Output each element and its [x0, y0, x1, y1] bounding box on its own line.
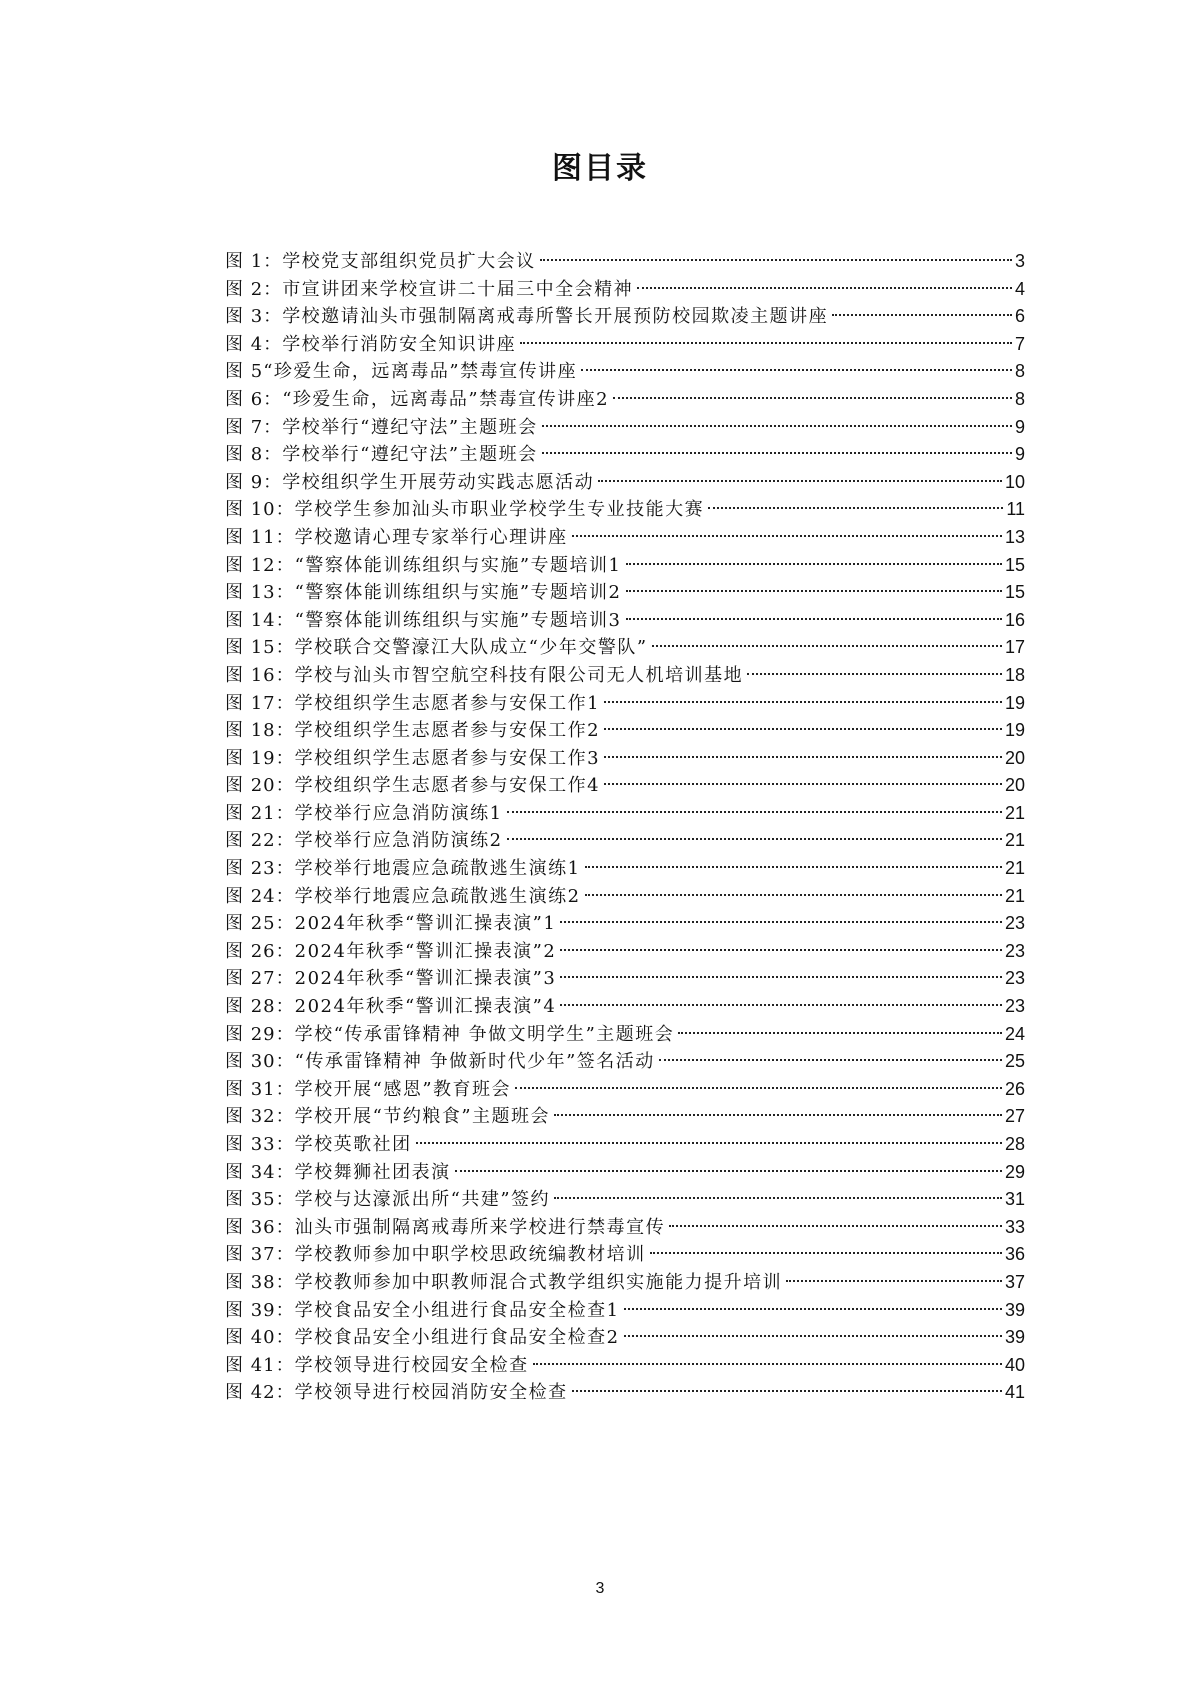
- toc-entry-page-number[interactable]: 25: [1004, 1051, 1025, 1072]
- toc-dot-leader: [572, 1390, 1002, 1392]
- toc-entry-title[interactable]: 学校领导进行校园安全检查: [294, 1354, 529, 1376]
- toc-entry-label: 图 1：: [225, 251, 283, 272]
- toc-entry-title[interactable]: 2024年秋季“警训汇操表演”2: [294, 940, 557, 962]
- toc-entry-label: 图 30：: [225, 1051, 295, 1073]
- toc-entry[interactable]: [225, 1269, 1025, 1297]
- toc-entry-label: 图 5: [225, 361, 264, 383]
- toc-entry[interactable]: [225, 607, 1025, 635]
- toc-entry-label: 图 39：: [225, 1299, 295, 1321]
- toc-entry-page-number[interactable]: 13: [1004, 526, 1025, 547]
- toc-entry-page-number[interactable]: 8: [1014, 361, 1025, 382]
- toc-entry-title[interactable]: 学校英歌社团: [294, 1134, 412, 1155]
- toc-dot-leader: [624, 1335, 1002, 1337]
- toc-entry-title[interactable]: “警察体能训练组织与实施”专题培训1: [294, 554, 622, 576]
- toc-entry-title[interactable]: 学校举行应急消防演练2: [294, 830, 503, 852]
- toc-entry-title[interactable]: 2024年秋季“警训汇操表演”4: [294, 996, 557, 1018]
- toc-entry-title[interactable]: “警察体能训练组织与实施”专题培训2: [294, 582, 622, 604]
- toc-entry[interactable]: [225, 1103, 1025, 1131]
- toc-entry[interactable]: [225, 441, 1025, 469]
- toc-entry-label: 图 17：: [225, 692, 295, 714]
- toc-dot-leader: [669, 1225, 1002, 1227]
- toc-entry-title[interactable]: 学校食品安全小组进行食品安全检查2: [294, 1327, 620, 1349]
- page-title: 图目录: [552, 151, 648, 186]
- toc-entry-page-number[interactable]: 41: [1004, 1382, 1025, 1403]
- toc-entry-title[interactable]: 学校组织学生志愿者参与安保工作1: [294, 692, 601, 714]
- toc-entry-label: 图 20：: [225, 775, 295, 797]
- toc-entry-title[interactable]: 学校“传承雷锋精神 争做文明学生”主题班会: [294, 1023, 675, 1045]
- toc-entry-page-number[interactable]: 37: [1004, 1271, 1025, 1292]
- toc-entry-title[interactable]: “警察体能训练组织与实施”专题培训3: [294, 609, 622, 631]
- toc-dot-leader: [650, 1252, 1002, 1254]
- toc-entry-label: 图 19：: [225, 747, 295, 769]
- toc-entry-label: 图 18：: [225, 720, 295, 742]
- toc-dot-leader: [585, 866, 1002, 868]
- toc-entry-label: 图 27：: [225, 968, 295, 990]
- toc-entry-page-number[interactable]: 15: [1004, 582, 1025, 603]
- toc-entry-title[interactable]: 学校举行消防安全知识讲座: [282, 333, 517, 355]
- toc-dot-leader: [581, 369, 1012, 371]
- toc-entry-label: 图 40：: [225, 1327, 295, 1349]
- toc-entry-page-number[interactable]: 16: [1004, 609, 1025, 630]
- toc-entry[interactable]: [225, 855, 1025, 883]
- toc-dot-leader: [708, 507, 1003, 509]
- toc-entry-label: 图 34：: [225, 1161, 295, 1183]
- toc-entry[interactable]: [225, 910, 1025, 938]
- toc-entry[interactable]: [225, 1297, 1025, 1325]
- toc-entry[interactable]: [225, 1379, 1025, 1407]
- toc-entry-label: 图 14：: [225, 609, 295, 631]
- toc-entry-label: 图 29：: [225, 1023, 295, 1045]
- toc-entry[interactable]: [225, 303, 1025, 331]
- toc-entry-label: 图 35：: [225, 1189, 295, 1211]
- toc-entry[interactable]: [225, 1048, 1025, 1076]
- toc-entry-label: 图 28：: [225, 996, 295, 1018]
- toc-entry-title[interactable]: 学校举行“遵纪守法”主题班会: [282, 444, 538, 466]
- toc-entry[interactable]: [225, 800, 1025, 828]
- toc-entry[interactable]: [225, 772, 1025, 800]
- toc-entry-page-number[interactable]: 24: [1004, 1023, 1025, 1044]
- toc-entry[interactable]: [225, 386, 1025, 414]
- toc-entry[interactable]: [225, 690, 1025, 718]
- toc-dot-leader: [624, 1308, 1002, 1310]
- toc-entry-title[interactable]: “珍爱生命，远离毒品”禁毒宣传讲座: [263, 361, 578, 383]
- toc-entry-label: 图 26：: [225, 940, 295, 962]
- toc-entry-page-number[interactable]: 23: [1004, 940, 1025, 961]
- toc-entry-label: 图 21：: [225, 802, 295, 824]
- toc-entry-title[interactable]: 学校领导进行校园消防安全检查: [294, 1382, 568, 1404]
- toc-dot-leader: [560, 976, 1002, 978]
- toc-dot-leader: [626, 618, 1002, 620]
- toc-entry-page-number[interactable]: 6: [1014, 306, 1025, 327]
- toc-entry-page-number[interactable]: 33: [1004, 1216, 1025, 1237]
- toc-entry-label: 图 37：: [225, 1244, 295, 1266]
- toc-entry[interactable]: [225, 358, 1025, 386]
- toc-entry-page-number[interactable]: 15: [1004, 554, 1025, 575]
- toc-dot-leader: [572, 535, 1002, 537]
- toc-dot-leader: [507, 838, 1002, 840]
- toc-dot-leader: [652, 645, 1002, 647]
- toc-dot-leader: [533, 1363, 1002, 1365]
- toc-entry-page-number[interactable]: 19: [1004, 720, 1025, 741]
- toc-entry-label: 图 2：: [225, 278, 283, 300]
- toc-dot-leader: [585, 894, 1002, 896]
- toc-entry-label: 图 10：: [225, 499, 295, 521]
- toc-entry-page-number[interactable]: 21: [1004, 885, 1025, 906]
- toc-entry-title[interactable]: 学校与达濠派出所“共建”签约: [294, 1189, 551, 1211]
- toc-dot-leader: [598, 480, 1002, 482]
- toc-entry[interactable]: [225, 1214, 1025, 1242]
- toc-entry-page-number[interactable]: 21: [1004, 858, 1025, 879]
- toc-entry-page-number[interactable]: 39: [1004, 1327, 1025, 1348]
- toc-entry-label: 图 4：: [225, 333, 283, 355]
- toc-entry[interactable]: [225, 965, 1025, 993]
- toc-entry-page-number[interactable]: 40: [1004, 1354, 1025, 1375]
- toc-entry-page-number[interactable]: 19: [1004, 692, 1025, 713]
- toc-entry-label: 图 24：: [225, 885, 295, 907]
- toc-entry-title[interactable]: 学校组织学生志愿者参与安保工作3: [294, 747, 601, 769]
- toc-entry-page-number[interactable]: 9: [1014, 444, 1025, 465]
- toc-entry-label: 图 13：: [225, 582, 295, 604]
- toc-entry-page-number[interactable]: 26: [1004, 1078, 1025, 1099]
- toc-entry-title[interactable]: 学校教师参加中职学校思政统编教材培训: [294, 1244, 646, 1266]
- toc-entry[interactable]: [225, 1186, 1025, 1214]
- toc-dot-leader: [416, 1142, 1002, 1144]
- toc-entry[interactable]: [225, 993, 1025, 1021]
- toc-entry-label: 图 3：: [225, 306, 283, 328]
- figure-table-of-contents: [225, 248, 1025, 1407]
- toc-entry[interactable]: [225, 248, 1025, 276]
- toc-entry-label: 图 15：: [225, 637, 295, 659]
- toc-entry-page-number[interactable]: 10: [1004, 471, 1025, 492]
- toc-entry-title[interactable]: 学校组织学生开展劳动实践志愿活动: [282, 471, 595, 493]
- toc-entry[interactable]: [225, 745, 1025, 773]
- toc-entry-title[interactable]: 学校举行地震应急疏散逃生演练1: [294, 858, 581, 880]
- toc-entry[interactable]: [225, 414, 1025, 442]
- toc-entry[interactable]: [225, 662, 1025, 690]
- toc-entry-title[interactable]: “珍爱生命，远离毒品”禁毒宣传讲座2: [282, 388, 610, 410]
- toc-entry-label: 图 42：: [225, 1382, 295, 1404]
- toc-entry-title[interactable]: 2024年秋季“警训汇操表演”3: [294, 968, 557, 990]
- toc-entry-label: 图 9：: [225, 471, 283, 493]
- toc-entry-label: 图 7：: [225, 416, 283, 438]
- toc-entry[interactable]: [225, 1131, 1025, 1159]
- toc-entry[interactable]: [225, 524, 1025, 552]
- toc-entry[interactable]: [225, 717, 1025, 745]
- toc-dot-leader: [542, 425, 1012, 427]
- toc-dot-leader: [786, 1280, 1002, 1282]
- toc-dot-leader: [604, 756, 1002, 758]
- toc-entry[interactable]: [225, 883, 1025, 911]
- toc-entry-label: 图 6：: [225, 388, 283, 410]
- toc-entry-page-number[interactable]: 29: [1004, 1161, 1025, 1182]
- toc-entry-title[interactable]: 学校联合交警濠江大队成立“少年交警队”: [294, 637, 648, 659]
- toc-dot-leader: [678, 1032, 1002, 1034]
- toc-entry-page-number[interactable]: 8: [1014, 388, 1025, 409]
- toc-entry-label: 图 41：: [225, 1354, 295, 1376]
- toc-dot-leader: [515, 1087, 1002, 1089]
- toc-entry-page-number[interactable]: 4: [1014, 278, 1025, 299]
- toc-dot-leader: [455, 1170, 1002, 1172]
- toc-entry-label: 图 23：: [225, 858, 295, 880]
- toc-dot-leader: [540, 259, 1012, 261]
- toc-dot-leader: [604, 783, 1002, 785]
- toc-entry-label: 图 12：: [225, 554, 295, 576]
- toc-entry[interactable]: [225, 938, 1025, 966]
- toc-entry-title[interactable]: 2024年秋季“警训汇操表演”1: [294, 913, 557, 935]
- toc-entry-page-number[interactable]: 39: [1004, 1299, 1025, 1320]
- toc-entry-title[interactable]: 学校党支部组织党员扩大会议: [282, 251, 536, 272]
- toc-entry-page-number[interactable]: 21: [1004, 802, 1025, 823]
- toc-entry-label: 图 31：: [225, 1078, 295, 1100]
- toc-entry-page-number[interactable]: 23: [1004, 996, 1025, 1017]
- toc-entry-label: 图 25：: [225, 913, 295, 935]
- toc-entry-page-number[interactable]: 36: [1004, 1244, 1025, 1265]
- toc-entry-page-number[interactable]: 17: [1004, 637, 1025, 658]
- toc-entry-title[interactable]: 学校与汕头市智空航空科技有限公司无人机培训基地: [294, 664, 744, 686]
- toc-entry-page-number[interactable]: 31: [1004, 1189, 1025, 1210]
- toc-entry-page-number[interactable]: 20: [1004, 775, 1025, 796]
- toc-entry-title[interactable]: 学校举行“遵纪守法”主题班会: [282, 416, 538, 438]
- toc-entry[interactable]: [225, 1241, 1025, 1269]
- toc-dot-leader: [560, 1004, 1002, 1006]
- toc-entry-label: 图 36：: [225, 1216, 295, 1238]
- toc-entry-title[interactable]: 学校舞狮社团表演: [294, 1161, 451, 1183]
- toc-entry-title[interactable]: 学校举行应急消防演练1: [294, 802, 503, 824]
- toc-entry-label: 图 11：: [225, 526, 295, 548]
- toc-entry-title[interactable]: 汕头市强制隔离戒毒所来学校进行禁毒宣传: [294, 1216, 666, 1238]
- toc-dot-leader: [542, 452, 1012, 454]
- toc-entry[interactable]: [225, 827, 1025, 855]
- toc-entry-page-number[interactable]: 23: [1004, 913, 1025, 934]
- toc-entry-title[interactable]: “传承雷锋精神 争做新时代少年”签名活动: [294, 1051, 655, 1073]
- toc-entry[interactable]: [225, 331, 1025, 359]
- toc-entry-label: 图 33：: [225, 1134, 295, 1155]
- toc-entry-title[interactable]: 学校邀请心理专家举行心理讲座: [294, 526, 568, 548]
- toc-entry-label: 图 32：: [225, 1106, 295, 1128]
- toc-dot-leader: [747, 673, 1002, 675]
- toc-dot-leader: [626, 590, 1002, 592]
- toc-entry[interactable]: [225, 276, 1025, 304]
- toc-entry-page-number[interactable]: 21: [1004, 830, 1025, 851]
- toc-dot-leader: [560, 921, 1002, 923]
- toc-dot-leader: [520, 342, 1012, 344]
- toc-dot-leader: [560, 949, 1002, 951]
- toc-dot-leader: [507, 811, 1002, 813]
- toc-entry[interactable]: [225, 1324, 1025, 1352]
- toc-entry-page-number[interactable]: 23: [1004, 968, 1025, 989]
- toc-entry-label: 图 16：: [225, 664, 295, 686]
- toc-entry[interactable]: [225, 552, 1025, 580]
- toc-entry[interactable]: [225, 1352, 1025, 1380]
- toc-entry-title[interactable]: 学校食品安全小组进行食品安全检查1: [294, 1299, 620, 1321]
- toc-dot-leader: [604, 701, 1002, 703]
- toc-entry-page-number[interactable]: 20: [1004, 747, 1025, 768]
- toc-entry-page-number[interactable]: 11: [1006, 499, 1025, 520]
- toc-entry[interactable]: [225, 496, 1025, 524]
- toc-entry-title[interactable]: 市宣讲团来学校宣讲二十届三中全会精神: [282, 278, 634, 300]
- page-number: 3: [595, 1580, 605, 1597]
- toc-entry[interactable]: [225, 469, 1025, 497]
- toc-entry-title[interactable]: 学校组织学生志愿者参与安保工作2: [294, 720, 601, 742]
- toc-entry-page-number[interactable]: 28: [1004, 1134, 1025, 1154]
- toc-dot-leader: [613, 397, 1012, 399]
- toc-entry-title[interactable]: 学校开展“节约粮食”主题班会: [294, 1106, 551, 1128]
- toc-entry[interactable]: [225, 634, 1025, 662]
- toc-entry-title[interactable]: 学校开展“感恩”教育班会: [294, 1078, 512, 1100]
- toc-entry-title[interactable]: 学校教师参加中职教师混合式教学组织实施能力提升培训: [294, 1271, 783, 1293]
- toc-dot-leader: [832, 314, 1012, 316]
- toc-entry-page-number[interactable]: 3: [1014, 251, 1025, 271]
- toc-entry-page-number[interactable]: 9: [1014, 416, 1025, 437]
- toc-entry[interactable]: [225, 579, 1025, 607]
- toc-entry-title[interactable]: 学校组织学生志愿者参与安保工作4: [294, 775, 601, 797]
- toc-entry[interactable]: [225, 1076, 1025, 1104]
- toc-dot-leader: [626, 563, 1002, 565]
- toc-entry-title[interactable]: 学校举行地震应急疏散逃生演练2: [294, 885, 581, 907]
- toc-dot-leader: [604, 728, 1002, 730]
- toc-dot-leader: [554, 1197, 1002, 1199]
- toc-entry-label: 图 8：: [225, 444, 283, 466]
- toc-dot-leader: [637, 287, 1012, 289]
- toc-entry[interactable]: [225, 1021, 1025, 1049]
- toc-dot-leader: [554, 1114, 1002, 1116]
- toc-entry-label: 图 38：: [225, 1271, 295, 1293]
- toc-entry-page-number[interactable]: 27: [1004, 1106, 1025, 1127]
- toc-entry-title[interactable]: 学校学生参加汕头市职业学校学生专业技能大赛: [294, 499, 705, 521]
- toc-entry-label: 图 22：: [225, 830, 295, 852]
- toc-dot-leader: [659, 1059, 1002, 1061]
- toc-entry-page-number[interactable]: 18: [1004, 664, 1025, 685]
- toc-entry-title[interactable]: 学校邀请汕头市强制隔离戒毒所警长开展预防校园欺凌主题讲座: [282, 306, 829, 328]
- toc-entry-page-number[interactable]: 7: [1014, 333, 1025, 354]
- toc-entry[interactable]: [225, 1159, 1025, 1187]
